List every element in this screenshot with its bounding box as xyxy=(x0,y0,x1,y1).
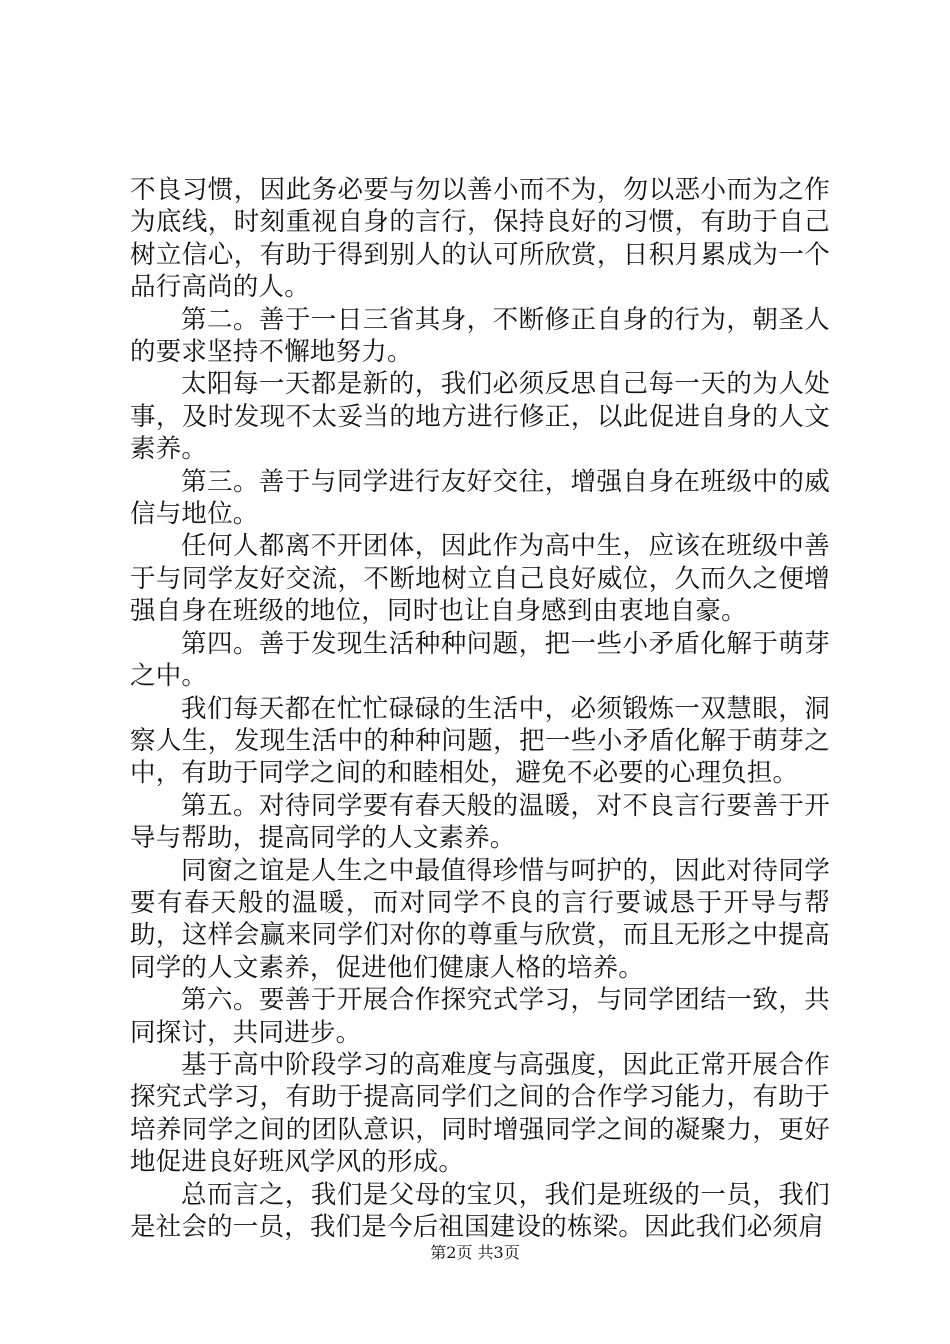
paragraph: 我们每天都在忙忙碌碌的生活中，必须锻炼一双慧眼，洞察人生，发现生活中的种种问题，把一些小矛盾化解于萌芽之中，有助于同学之间的和睦相处，避免不必要的心理负担。 xyxy=(130,693,830,789)
body-text xyxy=(130,174,830,1243)
paragraph: 任何人都离不开团体，因此作为高中生，应该在班级中善于与同学友好交流，不断地树立自己良好威位，久而久之便增强自身在班级的地位，同时也让自身感到由衷地自豪。 xyxy=(130,531,830,627)
page-number-label: 第2页 共3页 xyxy=(430,1243,520,1262)
paragraph-continuation: 不良习惯，因此务必要与勿以善小而不为，勿以恶小而为之作为底线，时刻重视自身的言行，保持良好的习惯，有助于自己树立信心，有助于得到别人的认可所欣赏，日积月累成为一个品行高尚的人。 xyxy=(130,175,830,303)
page-footer xyxy=(0,1240,950,1263)
paragraph: 基于高中阶段学习的高难度与高强度，因此正常开展合作探究式学习，有助于提高同学们之间的合作学习能力，有助于培养同学之间的团队意识，同时增强同学之间的凝聚力，更好地促进良好班风学风的形成。 xyxy=(130,1049,830,1178)
paragraph-conclusion: 总而言之，我们是父母的宝贝，我们是班级的一员，我们是社会的一员，我们是今后祖国建设的栋梁。因此我们必须肩 xyxy=(130,1179,830,1242)
paragraph-heading-3: 第三。善于与同学进行友好交往，增强自身在班级中的威信与地位。 xyxy=(130,466,830,530)
paragraph-heading-4: 第四。善于发现生活种种问题，把一些小矛盾化解于萌芽之中。 xyxy=(130,628,830,692)
paragraph-heading-5: 第五。对待同学要有春天般的温暖，对不良言行要善于开导与帮助，提高同学的人文素养。 xyxy=(130,790,830,854)
paragraph: 太阳每一天都是新的，我们必须反思自己每一天的为人处事，及时发现不太妥当的地方进行修正，以此促进自身的人文素养。 xyxy=(130,369,830,465)
paragraph-heading-6: 第六。要善于开展合作探究式学习，与同学团结一致，共同探讨，共同进步。 xyxy=(130,985,830,1048)
paragraph: 同窗之谊是人生之中最值得珍惜与呵护的，因此对待同学要有春天般的温暖，而对同学不良的言行要诚恳于开导与帮助，这样会赢来同学们对你的尊重与欣赏，而且无形之中提高同学的人文素养，促进他们健康人格的培养。 xyxy=(130,855,830,983)
paragraph-heading-2: 第二。善于一日三省其身，不断修正自身的行为，朝圣人的要求坚持不懈地努力。 xyxy=(130,304,830,368)
